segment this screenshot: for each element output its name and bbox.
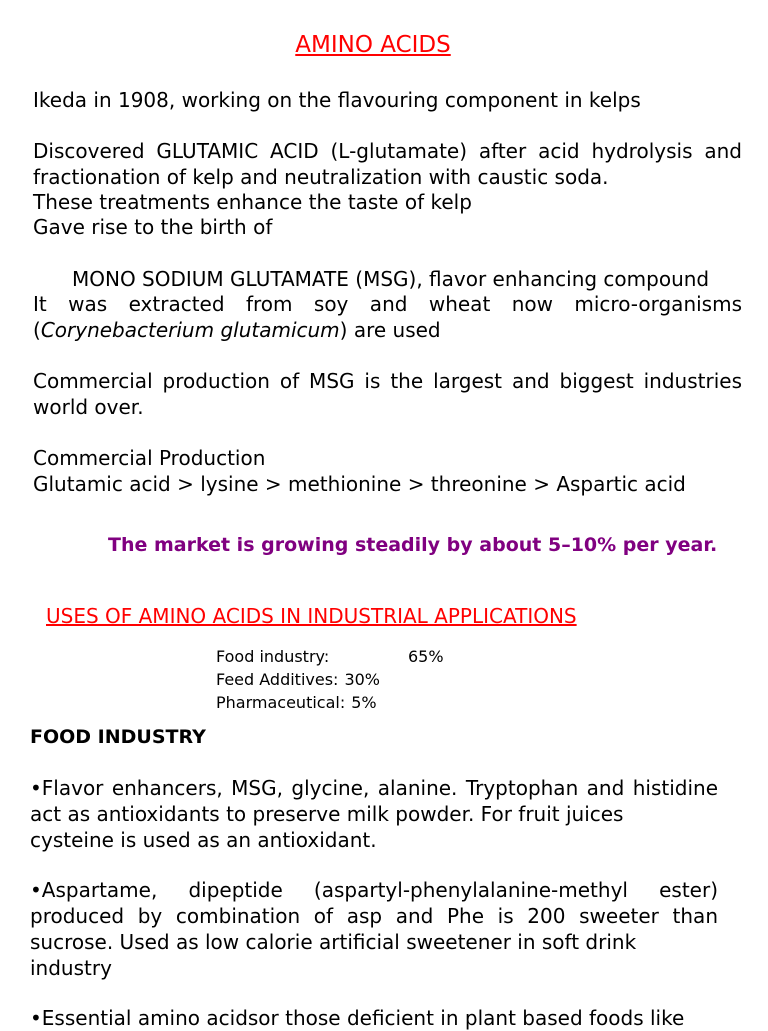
treatment-line: These treatments enhance the taste of kelp — [33, 190, 472, 214]
usage-row-feed — [216, 669, 380, 691]
usage-label: Feed Additives: — [216, 670, 339, 689]
extraction-line-2: (Corynebacterium glutamicum) are used — [33, 318, 441, 342]
usage-label: Food industry: — [216, 647, 330, 666]
usage-value: 5% — [351, 693, 377, 712]
usage-row-pharma — [216, 692, 377, 714]
production-order: Glutamic acid > lysine > methionine > threonine > Aspartic acid — [33, 472, 686, 496]
birth-line: Gave rise to the birth of — [33, 215, 273, 239]
discovery-line-2: fractionation of kelp and neutralization with caustic soda. — [33, 165, 609, 189]
production-heading: Commercial Production — [33, 446, 266, 470]
food-bullet-aspartame: •Aspartame, dipeptide (aspartyl-phenylalanine-methyl ester) produced by combination of asp and Phe is 200 sweeter than sucrose. Used as low calorie artificial sweetener in soft drink industry — [30, 878, 718, 980]
usage-label: Pharmaceutical: — [216, 693, 346, 712]
msg-line: MONO SODIUM GLUTAMATE (MSG), flavor enhancing compound — [72, 267, 710, 291]
food-bullet-essential: •Essential amino acidsor those deficient in plant based foods like — [30, 1006, 685, 1030]
species-name: Corynebacterium glutamicum — [40, 318, 340, 342]
market-growth-note: The market is growing steadily by about 5–10% per year. — [108, 534, 718, 556]
extraction-line-1: It was extracted from soy and wheat now micro-organisms — [33, 292, 742, 316]
commercial-line-1: Commercial production of MSG is the largest and biggest industries — [33, 369, 742, 393]
food-bullet-flavor: •Flavor enhancers, MSG, glycine, alanine. Tryptophan and histidine act as antioxidants to preserve milk powder. For fruit juices cysteine is used as an antioxidant. — [30, 776, 718, 852]
intro-ikeda: Ikeda in 1908, working on the flavouring component in kelps — [33, 88, 641, 112]
commercial-line-2: world over. — [33, 395, 144, 419]
usage-value: 65% — [408, 647, 444, 666]
page-title: AMINO ACIDS — [295, 32, 451, 58]
usage-value: 30% — [344, 670, 380, 689]
usage-row-food — [216, 646, 444, 668]
food-industry-heading: FOOD INDUSTRY — [30, 726, 206, 748]
uses-heading: USES OF AMINO ACIDS IN INDUSTRIAL APPLICATIONS — [46, 604, 577, 628]
discovery-line-1: Discovered GLUTAMIC ACID (L-glutamate) after acid hydrolysis and — [33, 139, 742, 163]
